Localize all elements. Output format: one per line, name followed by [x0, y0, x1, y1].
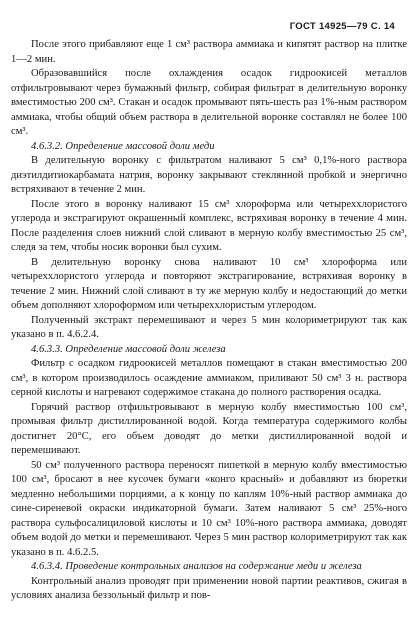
paragraph: Фильтр с осадком гидроокисей металлов помещают в стакан вместимостью 200 см³, в котором производилось осаждение аммиаком, приливают 50 см³ 3 н. раствора серной кислоты и нагревают содержимое стакана до полного растворения осадка. [11, 358, 407, 398]
page-header: ГОСТ 14925—79 С. 14 [289, 21, 395, 32]
paragraph: Контрольный анализ проводят при применении новой партии реактивов, сжигая в условиях анализа беззольный фильтр и пов- [11, 575, 407, 601]
section-heading: 4.6.3.4. Проведение контрольных анализов на содержание меди и железа [31, 561, 362, 572]
paragraph: 50 см³ полученного раствора переносят пипеткой в мерную колбу вместимостью 100 см³, бросают в нее кусочек бумаги «конго красный» и добавляют из бюретки медленно небольшими порциями, а к концу по каплям 10%-ный раствор аммиака до сине-сиреневой окраски индикаторной бумаги. Затем наливают 5 см³ 25%-ного раствора сульфосалициловой кислоты и 10 см³ 10%-ного раствора аммиака, доводят объем водой до метки и перемешивают. Через 5 мин раствор колориметрируют так как указано в п. 4.6.2.5. [11, 459, 407, 558]
paragraph: Образовавшийся после охлаждения осадок гидроокисей металлов отфильтровывают через бумажный фильтр, собирая фильтрат в делительную воронку вместимостью 200 см³. Стакан и осадок промывают пять-шесть раз 1%-ным раствором аммиака, чтобы общий объем раствора в делительной воронке составлял не более 100 см³. [11, 68, 407, 137]
paragraph: Горячий раствор отфильтровывают в мерную колбу вместимостью 100 см³, промывая фильтр дистиллированной водой. Когда температура содержимого колбы достигнет 20°С, его объем доводят до метки дистиллированной водой и перемешивают. [11, 401, 407, 456]
paragraph: После этого в воронку наливают 15 см³ хлороформа или четыреххлористого углерода и экстрагируют окрашенный комплекс, встряхивая воронку в течение 4 мин. После разделения слоев нижний слой сливают в мерную колбу вместимостью 25 см³, следя за тем, чтобы носик воронки был сухим. [11, 198, 407, 253]
section-heading: 4.6.3.3. Определение массовой доли железа [31, 343, 226, 355]
paragraph: После этого прибавляют еще 1 см³ раствора аммиака и кипятят раствор на плитке 1—2 мин. [11, 39, 407, 65]
paragraph: В делительную воронку с фильтратом наливают 5 см³ 0,1%-ного раствора диэтилдитиокарбамата натрия, воронку закрывают стеклянной пробкой и энергично встряхивают в течение 2 мин. [11, 155, 407, 195]
document-body [11, 38, 407, 604]
section-heading: 4.6.3.2. Определение массовой доли меди [31, 140, 215, 152]
paragraph: В делительную воронку снова наливают 10 см³ хлороформа или четыреххлористого углерода и повторяют экстрагирование, встряхивая воронку в течение 2 мин. Нижний слой сливают в ту же мерную колбу и недостающий до метки объем дополняют хлороформом или четыреххлористым углеродом. [11, 256, 407, 311]
paragraph: Полученный экстракт перемешивают и через 5 мин колориметрируют так как указано в п. 4.6.2.4. [11, 314, 407, 340]
